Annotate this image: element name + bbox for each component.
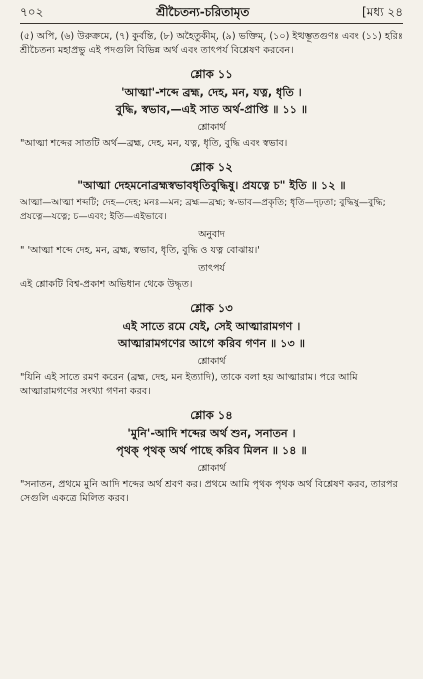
verse-12-word-meanings: আত্মা—আত্মা শব্দটি; দেহ—দেহ; মনঃ—মন; ব্রহ্ম—ব্রহ্ম; স্ব-ভাব—প্রকৃতি; ধৃতি—দৃঢ়তা; বুদ্ধিষু—বুদ্ধি; প্রযত্নে—যত্নে; চ—এবং; ইতি—এইভাবে। (20, 197, 386, 222)
verse-11-line-1: 'আত্মা'-শব্দে ব্রহ্ম, দেহ, মন, যত্ন, ধৃতি । (121, 86, 302, 99)
chapter-label: [মধ্য ২৪ (362, 5, 403, 19)
verse-12-sanskrit: "আত্মা দেহমনোব্রহ্মস্বভাবধৃতিবুদ্ধিষু। প্রযত্নে চ" ইতি ॥ ১২ ॥ (77, 179, 346, 192)
verse-11-translation: "আত্মা শব্দের সাতটি অর্থ—ব্রহ্ম, দেহ, মন, যত্ন, ধৃতি, বুদ্ধি এবং স্বভাব। (20, 138, 288, 149)
verse-14-translation: "সনাতন, প্রথমে মুনি আদি শব্দের অর্থ শ্রবণ কর। প্রথমে আমি পৃথক পৃথক অর্থ বিশ্লেষণ করব, তারপর সেগুলি একত্রে মিলিত করব। (20, 479, 398, 504)
verse-11-heading: শ্লোক ১১ (190, 67, 233, 81)
running-header (20, 4, 403, 21)
verse-13-translation: "যিনি এই সাতে রমণ করেন (ব্রহ্ম, দেহ, মন ইত্যাদি), তাকে বলা হয় আত্মারাম। পরে আমি আত্মারামগণের সংখ্যা গণনা করব। (20, 372, 358, 397)
verse-12-purport: এই শ্লোকটি বিশ্ব-প্রকাশ অভিধান থেকে উদ্ধৃত। (20, 279, 193, 290)
verse-13-heading: শ্লোক ১৩ (190, 301, 233, 315)
verse-11-section (20, 66, 403, 151)
verse-14-line-1: 'মুনি'-আদি শব্দের অর্থ শুন, সনাতন । (127, 427, 296, 440)
verse-13-line-1: এই সাতে রমে যেই, সেই আত্মারামগণ । (122, 320, 301, 333)
verse-11-line-2: বুদ্ধি, স্বভাব,—এই সাত অর্থ-প্রাপ্তি ॥ ১১ ॥ (115, 103, 308, 116)
verse-12-heading: শ্লোক ১২ (190, 160, 233, 174)
verse-14-section (20, 407, 403, 506)
book-title: শ্রীচৈতন্য-চরিতামৃত (156, 5, 250, 19)
verse-12-translation-label: অনুবাদ (198, 229, 225, 240)
verse-14-heading: শ্লোক ১৪ (190, 408, 233, 422)
verse-13-translation-label: শ্লোকার্থ (197, 356, 226, 367)
verse-14-translation-label: শ্লোকার্থ (197, 463, 226, 474)
header-rule (20, 23, 403, 24)
verse-12-section (20, 159, 403, 292)
verse-11-translation-label: শ্লোকার্থ (197, 122, 226, 133)
verse-13-line-2: আত্মারামগণের আগে করিব গণন ॥ ১৩ ॥ (117, 337, 306, 350)
verse-14-line-2: পৃথক্‌ পৃথক্‌ অর্থ পাছে করিব মিলন ॥ ১৪ ॥ (116, 444, 307, 457)
intro-paragraph: (৫) অপি, (৬) উরুক্রমে, (৭) কুর্বন্তি, (৮) অহৈতুকীম্‌, (৯) ভক্তিম্‌, (১০) ইত্থম্ভূতগুণঃ এবং (১১) হরিঃ শ্রীচৈতন্য মহাপ্রভু এই পদগুলি বিভিন্ন অর্থ এবং তাৎপর্য বিশ্লেষণ করবেন। (20, 31, 403, 56)
verse-12-translation: " 'আত্মা শব্দে দেহ, মন, ব্রহ্ম, স্বভাব, ধৃতি, বুদ্ধি ও যত্ন বোঝায়।' (20, 245, 260, 256)
verse-13-section (20, 300, 403, 399)
page-number: ৭০২ (20, 5, 44, 19)
verse-12-purport-label: তাৎপর্য (198, 263, 225, 274)
